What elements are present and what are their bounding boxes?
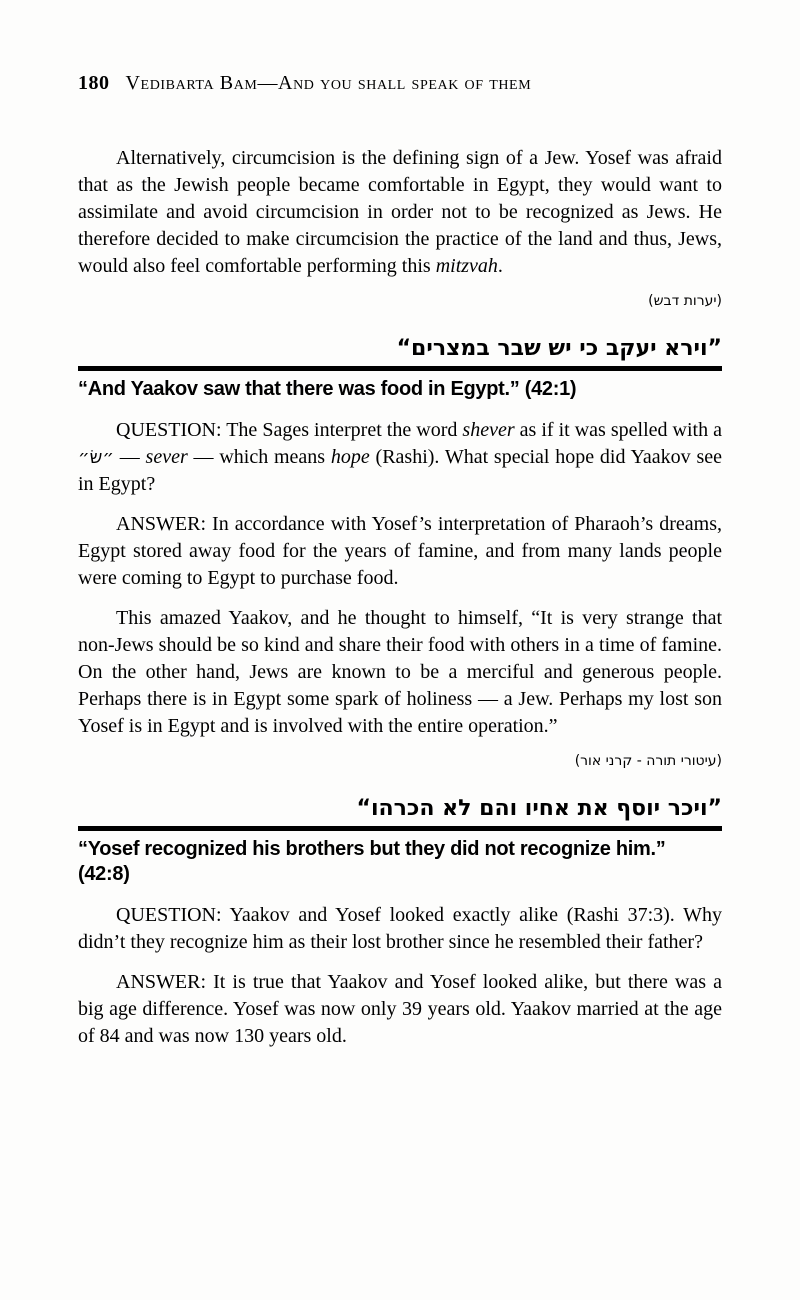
running-title: Vedibarta Bam—And you shall speak of them — [125, 72, 532, 94]
intro-paragraph-italic: mitzvah — [435, 255, 498, 277]
hebrew-verse-heading: ”ויכר יוסף את אחיו והם לא הכרהו“ — [356, 796, 722, 821]
section-shever — [78, 335, 722, 769]
question-text: as if it was spelled with a — [514, 419, 722, 441]
question-text: QUESTION: The Sages interpret the word — [116, 419, 463, 441]
verse-translation-heading: “Yosef recognized his brothers but they did not recognize him.” (42:8) — [78, 838, 666, 885]
question-paragraph — [78, 417, 722, 498]
page-number: 180 — [78, 72, 110, 94]
answer-paragraph: ANSWER: It is true that Yaakov and Yosef looked alike, but there was a big age difference. Yosef was now only 39 years old. Yaakov married at the age of 84 and was now 130 years old. — [78, 971, 722, 1047]
question-paragraph: QUESTION: Yaakov and Yosef looked exactly alike (Rashi 37:3). Why didn’t they recognize him as their lost brother since he resembled their father? — [78, 904, 722, 953]
question-hebrew-letter: ״שׂ״ — [78, 447, 114, 468]
verse-translation-heading: “And Yaakov saw that there was food in Egypt.” (42:1) — [78, 378, 577, 400]
source-attribution: (יערות דבש) — [648, 293, 722, 309]
question-text: — — [113, 446, 146, 468]
question-text: (Rashi). What special hope did Yaakov see in Egypt? — [78, 446, 723, 495]
question-text: — which means — [187, 446, 331, 468]
question-italic-hope: hope — [330, 446, 370, 468]
page-header — [78, 72, 722, 95]
intro-paragraph — [78, 145, 722, 280]
divider-rule — [78, 826, 722, 831]
intro-paragraph-period: . — [497, 255, 503, 277]
divider-rule — [78, 366, 722, 371]
question-italic-shever: shever — [462, 419, 515, 441]
discussion-paragraph: This amazed Yaakov, and he thought to himself, “It is very strange that non-Jews should be so kind and share their food with others in a time of famine. On the other hand, Jews are known to be a merciful and generous people. Perhaps there is in Egypt some spark of holiness — a Jew. Perhaps my lost son Yosef is in Egypt and is involved with the entire operation.” — [78, 607, 722, 737]
source-attribution: (עיטורי תורה - קרני אור) — [574, 753, 722, 769]
hebrew-verse-heading: ”וירא יעקב כי יש שבר במצרים“ — [396, 336, 722, 361]
question-italic-sever: sever — [145, 446, 188, 468]
section-recognize — [78, 795, 722, 1050]
intro-paragraph-text: Alternatively, circumcision is the defining sign of a Jew. Yosef was afraid that as the Jewish people became comfortable in Egypt, they would want to assimilate and avoid circumcision in order not to be recognized as Jews. He therefore decided to make circumcision the practice of the land and thus, Jews, would also feel comfortable performing this — [78, 147, 722, 277]
answer-paragraph: ANSWER: In accordance with Yosef’s interpretation of Pharaoh’s dreams, Egypt stored away food for the years of famine, and from many lands people were coming to Egypt to purchase food. — [78, 513, 722, 589]
